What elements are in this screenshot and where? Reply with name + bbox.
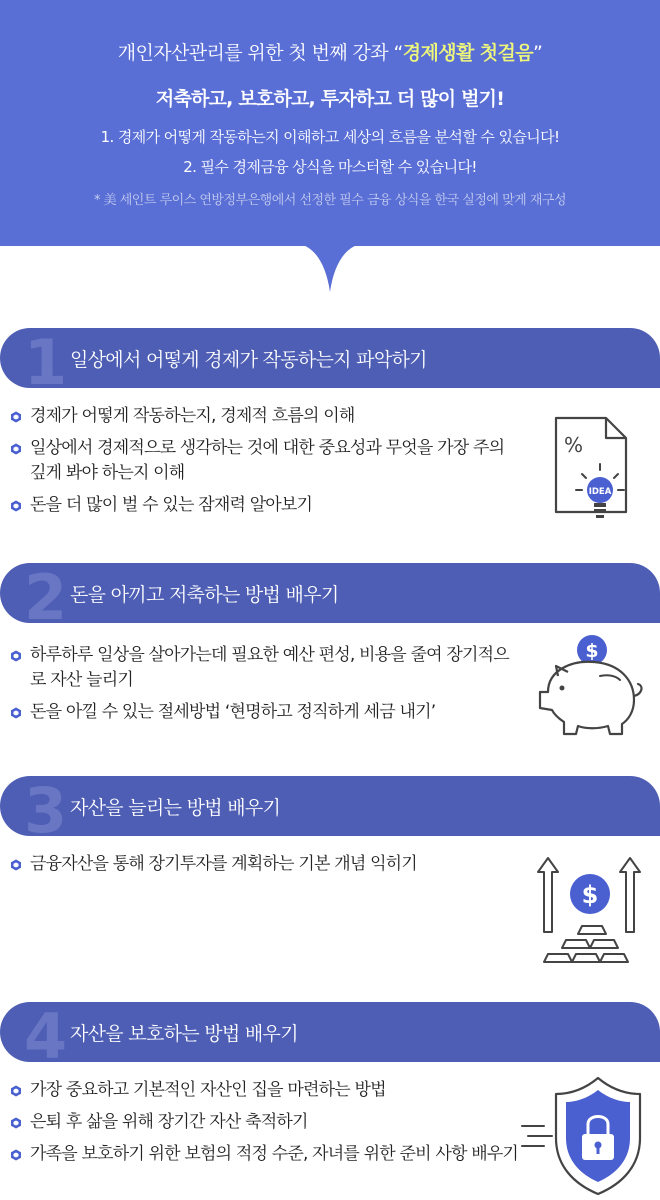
course-point-1: 1. 경제가 어떻게 작동하는지 이해하고 세상의 흐름을 분석할 수 있습니다!: [100, 128, 560, 146]
section-1-title: 일상에서 어떻게 경제가 작동하는지 파악하기: [70, 349, 427, 371]
course-source-note: * 美 세인트 루이스 연방정부은행에서 선정한 필수 금융 상식을 한국 실정에 맞게 재구성: [93, 193, 567, 208]
header-notch: [0, 244, 660, 296]
course-title-suffix: ”: [533, 42, 543, 64]
hexagon-bullet-icon: [10, 500, 22, 512]
section-3-list: [10, 852, 520, 884]
section-4-header: [0, 1002, 660, 1062]
list-item: [10, 852, 520, 877]
dollar-label: $: [581, 881, 599, 909]
section-3-header: [0, 776, 660, 836]
hexagon-bullet-icon: [10, 443, 22, 455]
list-item: [10, 493, 520, 518]
hexagon-bullet-icon: [10, 411, 22, 423]
hexagon-bullet-icon: [10, 707, 22, 719]
list-item: [10, 1078, 520, 1103]
hexagon-bullet-icon: [10, 650, 22, 662]
section-4-list: [10, 1078, 520, 1174]
percent-label: %: [564, 433, 584, 457]
list-item-text: 가장 중요하고 기본적인 자산인 집을 마련하는 방법: [30, 1080, 386, 1100]
hexagon-bullet-icon: [10, 1117, 22, 1129]
section-2-number: 2: [24, 563, 68, 623]
list-item: [10, 643, 520, 693]
list-item: [10, 436, 520, 486]
security-shield-icon: [518, 1074, 650, 1198]
section-4-number: 4: [24, 1002, 68, 1062]
section-1-number: 1: [24, 328, 68, 388]
section-2-list: [10, 643, 520, 732]
section-3-number: 3: [24, 776, 68, 836]
section-1-header: [0, 328, 660, 388]
section-2-header: [0, 563, 660, 623]
list-item-text: 일상에서 경제적으로 생각하는 것에 대한 중요성과 무엇을 가장 주의 깊게 봐야 하는지 이해: [30, 438, 505, 483]
list-item-text: 하루하루 일상을 살아가는데 필요한 예산 편성, 비용을 줄여 장기적으로 자산 늘리기: [30, 645, 509, 690]
section-1-list: [10, 404, 520, 525]
list-item-text: 돈을 더 많이 벌 수 있는 잠재력 알아보기: [30, 495, 313, 515]
dollar-label: $: [585, 640, 599, 662]
list-item: [10, 700, 520, 725]
course-point-2: 2. 필수 경제금융 상식을 마스터할 수 있습니다!: [183, 158, 477, 176]
header-banner: [0, 0, 660, 246]
list-item: [10, 404, 520, 429]
course-title: [0, 38, 660, 65]
list-item-text: 경제가 어떻게 작동하는지, 경제적 흐름의 이해: [30, 406, 355, 426]
list-item: [10, 1110, 520, 1135]
course-subtitle: 저축하고, 보호하고, 투자하고 더 많이 벌기!: [155, 88, 505, 110]
list-item-text: 가족을 보호하기 위한 보험의 적정 수준, 자녀를 위한 준비 사항 배우기: [30, 1144, 519, 1164]
course-title-highlight: 경제생활 첫걸음: [402, 42, 534, 64]
hexagon-bullet-icon: [10, 859, 22, 871]
gold-growth-icon: [534, 852, 646, 964]
course-title-prefix: 개인자산관리를 위한 첫 번째 강좌 “: [117, 42, 403, 64]
hexagon-bullet-icon: [10, 1149, 22, 1161]
section-4-title: 자산을 보호하는 방법 배우기: [70, 1023, 298, 1045]
idea-label: IDEA: [588, 487, 612, 497]
list-item-text: 돈을 아낄 수 있는 절세방법 ‘현명하고 정직하게 세금 내기’: [30, 702, 436, 722]
section-3-title: 자산을 늘리는 방법 배우기: [70, 797, 281, 819]
list-item-text: 은퇴 후 삶을 위해 장기간 자산 축적하기: [30, 1112, 308, 1132]
idea-document-icon: [548, 414, 634, 526]
section-2-title: 돈을 아끼고 저축하는 방법 배우기: [70, 584, 339, 606]
hexagon-bullet-icon: [10, 1085, 22, 1097]
piggy-bank-icon: [528, 630, 650, 742]
list-item-text: 금융자산을 통해 장기투자를 계획하는 기본 개념 익히기: [30, 854, 417, 874]
list-item: [10, 1142, 520, 1167]
